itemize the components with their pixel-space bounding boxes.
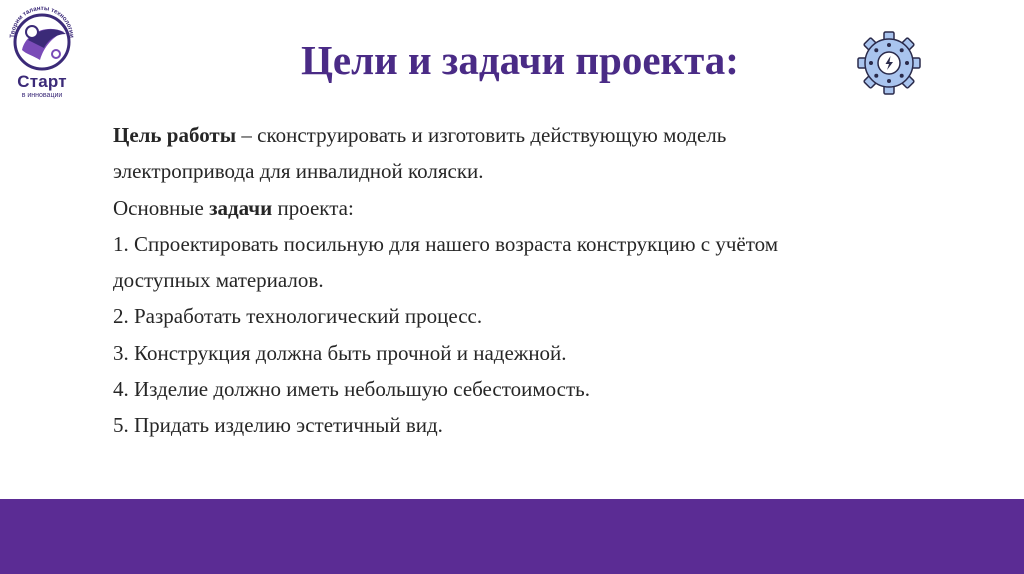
task-2: 2. Разработать технологический процесс. (113, 304, 483, 329)
task-1-line-1: 1. Спроектировать посильную для нашего возраста конструкцию с учётом (113, 231, 779, 256)
goal-text-1: – сконструировать и изготовить действующую модель (236, 123, 727, 147)
task-4: 4. Изделие должно иметь небольшую себестоимость. (113, 377, 590, 402)
logo-arc-text: Творим таланты технологии (8, 4, 76, 39)
task-1-line-2: доступных материалов. (113, 268, 324, 293)
tasks-intro-prefix: Основные (113, 195, 210, 220)
logo-name: Старт (17, 72, 67, 91)
tasks-intro-bold: задачи (209, 195, 273, 220)
logo-subtitle: в инновации (21, 92, 63, 99)
footer-band (0, 499, 1024, 574)
gear-lightning-icon (856, 30, 922, 96)
tasks-intro-suffix: проекта: (272, 195, 354, 220)
content-body (113, 117, 973, 444)
task-3: 3. Конструкция должна быть прочной и надежной. (113, 340, 567, 365)
tasks-intro (113, 190, 973, 226)
goal-line-2: электропривода для инвалидной коляски. (113, 159, 484, 184)
task-5: 5. Придать изделию эстетичный вид. (113, 413, 443, 438)
slide-title: Цели и задачи проекта: (301, 37, 739, 83)
goal-line-1 (113, 117, 973, 153)
goal-label: Цель работы (113, 123, 237, 147)
